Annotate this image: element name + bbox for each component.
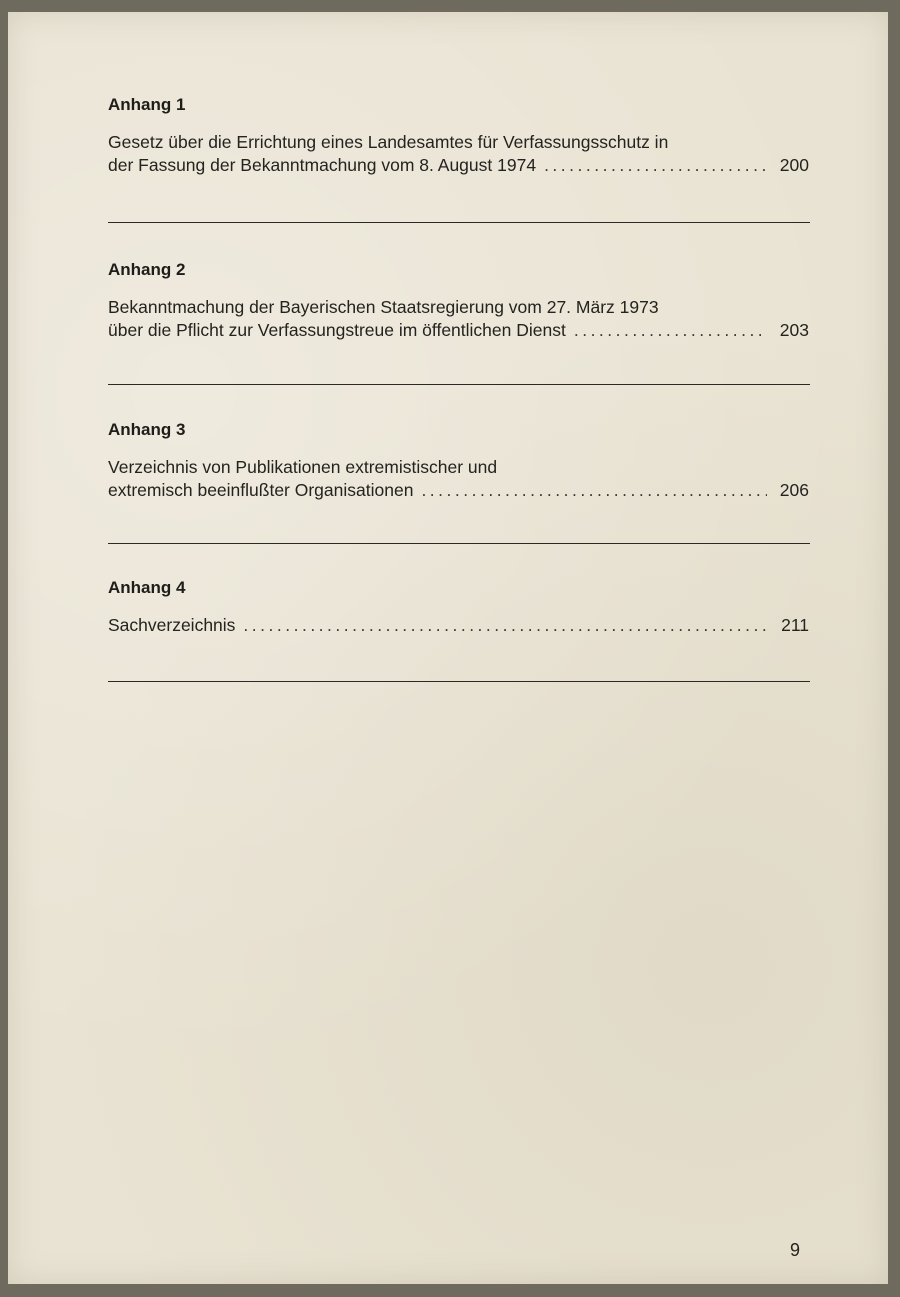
entry-title-line: Sachverzeichnis <box>108 615 236 635</box>
entry-title-line: Bekanntmachung der Bayerischen Staatsregierung vom 27. März 1973 <box>108 297 659 317</box>
toc-entry[interactable] <box>108 296 809 342</box>
toc-entry[interactable] <box>108 131 809 177</box>
entry-page-number: 203 <box>779 320 809 340</box>
section-divider <box>108 543 810 544</box>
entry-title-line: Gesetz über die Errichtung eines Landesamtes für Verfassungsschutz in <box>108 132 669 152</box>
entry-title-line: über die Pflicht zur Verfassungstreue im öffentlichen Dienst <box>108 320 566 340</box>
entry-page-number: 206 <box>779 480 809 500</box>
appendix-heading: Anhang 2 <box>108 260 186 279</box>
appendix-3 <box>108 420 809 502</box>
entry-title-line: der Fassung der Bekanntmachung vom 8. August 1974 <box>108 155 537 175</box>
section-divider <box>108 681 810 682</box>
entry-title-line: Verzeichnis von Publikationen extremistischer und <box>108 457 498 477</box>
appendix-4 <box>108 578 809 637</box>
entry-page-number: 211 <box>781 615 809 635</box>
page-number: 9 <box>789 1240 800 1260</box>
entry-page-number: 200 <box>779 155 809 175</box>
toc-entry[interactable] <box>108 614 809 637</box>
entry-title-line: extremisch beeinflußter Organisationen <box>108 480 414 500</box>
dot-leader <box>421 479 767 502</box>
dot-leader <box>574 319 767 342</box>
section-divider <box>108 384 810 385</box>
section-divider <box>108 222 810 223</box>
appendix-heading: Anhang 1 <box>108 95 186 114</box>
toc-entry[interactable] <box>108 456 809 502</box>
appendix-1 <box>108 95 809 177</box>
appendix-2 <box>108 260 809 342</box>
dot-leader <box>544 154 767 177</box>
dot-leader <box>243 614 767 637</box>
appendix-heading: Anhang 4 <box>108 578 186 597</box>
appendix-heading: Anhang 3 <box>108 420 186 439</box>
document-page <box>8 12 888 1284</box>
